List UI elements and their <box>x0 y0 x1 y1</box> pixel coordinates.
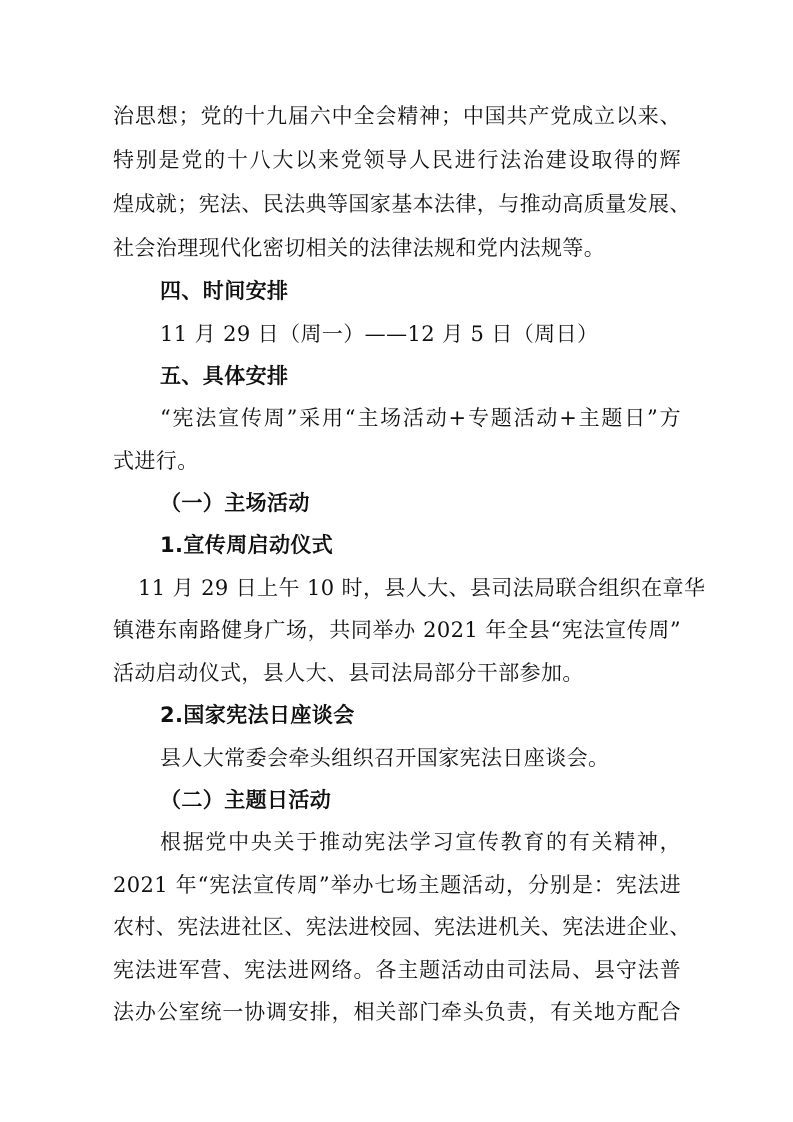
body-text-line: 特别是党的十八大以来党领导人民进行法治建设取得的辉 <box>113 148 681 172</box>
body-text-line: “宪法宣传周”采用“主场活动+专题活动+主题日”方 <box>160 406 681 430</box>
body-text-line: 农村、宪法进社区、宪法进校园、宪法进机关、宪法进企业、 <box>113 915 691 939</box>
body-text-line: 县人大常委会牵头组织召开国家宪法日座谈会。 <box>160 746 610 770</box>
body-text-line: 式进行。 <box>113 449 199 473</box>
body-text-line: 镇港东南路健身广场，共同举办 2021 年全县“宪法宣传周” <box>113 618 681 642</box>
body-text-line: 11 月 29 日上午 10 时，县人大、县司法局联合组织在章华 <box>138 576 706 600</box>
schedule-text: 11 月 29 日（周一）——12 月 5 日（周日） <box>160 322 599 346</box>
section-heading: 五、具体安排 <box>160 364 289 388</box>
body-text-line: 宪法进军营、宪法进网络。各主题活动由司法局、县守法普 <box>113 958 681 982</box>
body-text-line: 2021 年“宪法宣传周”举办七场主题活动，分别是：宪法进 <box>113 873 681 897</box>
body-text-line: 治思想；党的十九届六中全会精神；中国共产党成立以来、 <box>113 104 681 128</box>
body-text-line: 活动启动仪式，县人大、县司法局部分干部参加。 <box>113 661 584 685</box>
body-text-line: 社会治理现代化密切相关的法律法规和党内法规等。 <box>113 236 606 260</box>
body-text-line: 煌成就；宪法、民法典等国家基本法律，与推动高质量发展、 <box>113 192 691 216</box>
item-heading: 2.国家宪法日座谈会 <box>160 703 355 727</box>
item-heading: 1.宣传周启动仪式 <box>160 533 334 557</box>
body-text-line: 法办公室统一协调安排，相关部门牵头负责，有关地方配合 <box>113 1000 681 1024</box>
body-text-line: 根据党中央关于推动宪法学习宣传教育的有关精神， <box>160 830 681 854</box>
subsection-heading: （二）主题日活动 <box>160 788 332 812</box>
section-heading: 四、时间安排 <box>160 279 289 303</box>
subsection-heading: （一）主场活动 <box>160 491 310 515</box>
